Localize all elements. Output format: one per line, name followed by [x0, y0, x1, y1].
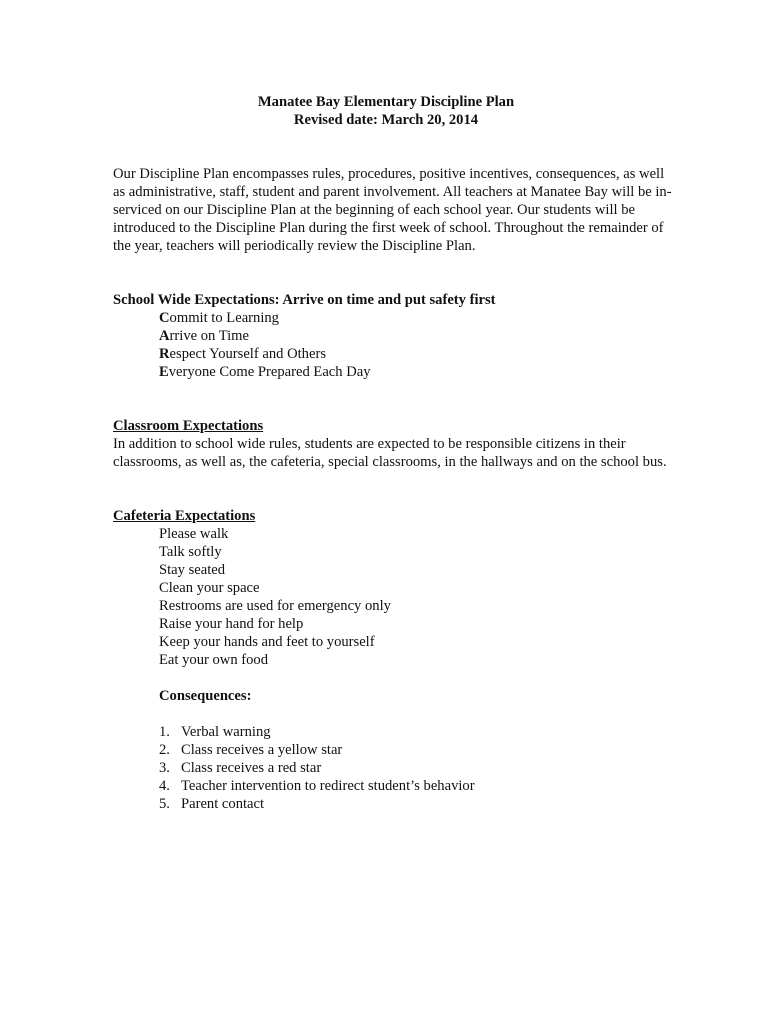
list-item: Please walk	[159, 526, 229, 542]
cafeteria-section	[113, 507, 673, 813]
classroom-heading: Classroom Expectations	[113, 418, 264, 434]
cafeteria-list	[113, 525, 673, 669]
consequences-list	[113, 723, 673, 813]
list-item: Commit to Learning	[159, 310, 279, 326]
list-item: Stay seated	[159, 562, 226, 578]
document-title	[113, 93, 659, 129]
list-item: Clean your space	[159, 580, 260, 596]
title-line-1: Manatee Bay Elementary Discipline Plan	[257, 94, 515, 110]
school-wide-section	[113, 291, 673, 381]
classroom-paragraph: In addition to school wide rules, students are expected to be responsible citizens in their classrooms, as well as, the cafeteria, special classrooms, in the hallways and on the school bus.	[113, 436, 667, 470]
list-item: Keep your hands and feet to yourself	[159, 634, 375, 650]
school-wide-list	[113, 309, 673, 381]
list-item: Restrooms are used for emergency only	[159, 598, 391, 614]
list-item: Respect Yourself and Others	[159, 346, 326, 362]
list-item: 3. Class receives a red star	[159, 760, 322, 776]
list-item: Everyone Come Prepared Each Day	[159, 364, 371, 380]
list-item: 4. Teacher intervention to redirect student’s behavior	[159, 778, 475, 794]
list-item: Arrive on Time	[159, 328, 250, 344]
list-item: 5. Parent contact	[159, 796, 265, 812]
title-line-2: Revised date: March 20, 2014	[293, 112, 479, 128]
consequences-heading: Consequences:	[159, 688, 252, 704]
list-item: 1. Verbal warning	[159, 724, 271, 740]
school-wide-heading: School Wide Expectations: Arrive on time and put safety first	[113, 292, 496, 308]
list-item: Talk softly	[159, 544, 222, 560]
intro-paragraph: Our Discipline Plan encompasses rules, procedures, positive incentives, consequences, as well as administrative, staff, student and parent involvement. All teachers at Manatee Bay will be in-serviced on our Discipline Plan at the beginning of each school year. Our students will be introduced to the Discipline Plan during the first week of school. Throughout the remainder of the year, teachers will periodically review the Discipline Plan.	[113, 166, 672, 254]
list-item: Eat your own food	[159, 652, 269, 668]
classroom-section	[113, 417, 673, 471]
list-item: Raise your hand for help	[159, 616, 304, 632]
list-item: 2. Class receives a yellow star	[159, 742, 343, 758]
document-page	[113, 93, 673, 813]
cafeteria-heading: Cafeteria Expectations	[113, 508, 256, 524]
